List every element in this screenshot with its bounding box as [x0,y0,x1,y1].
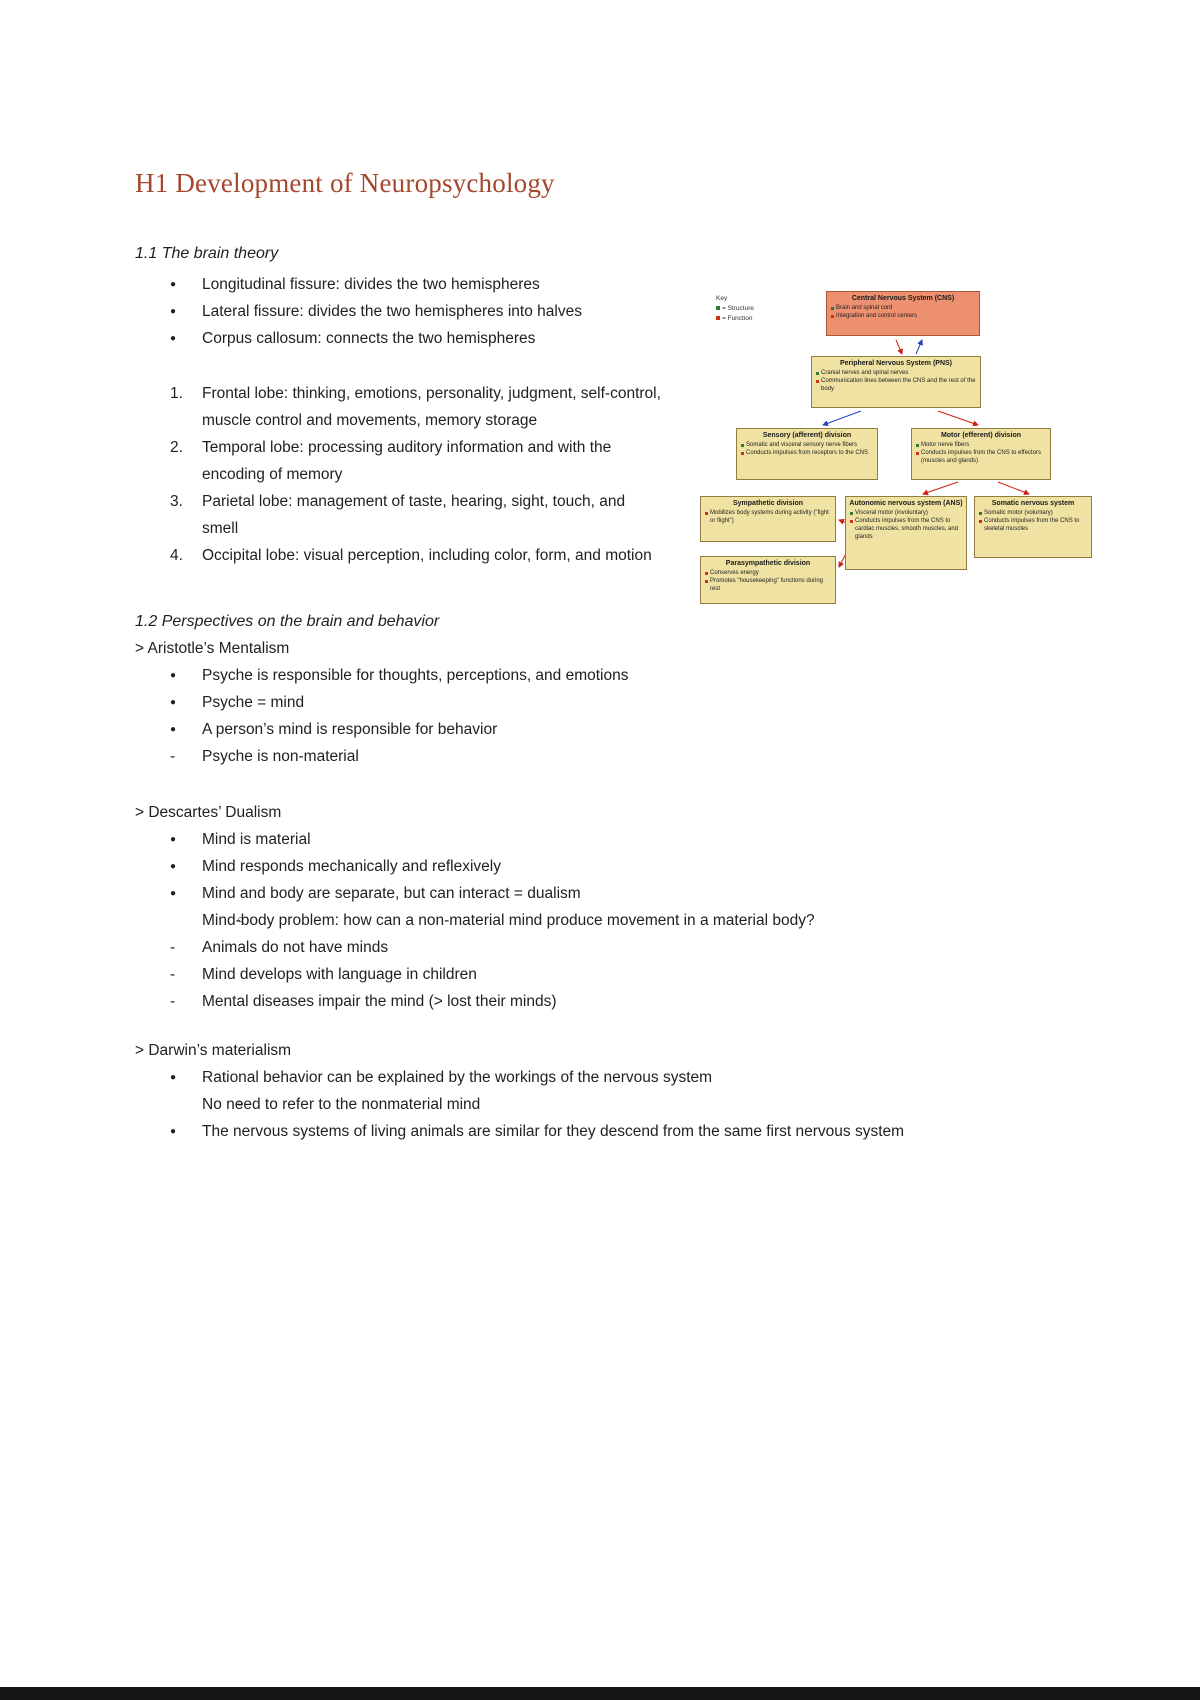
box-title: Parasympathetic division [725,560,811,567]
box-item: Conducts impulses from the CNS to skeletal muscles [978,518,1088,534]
diagram-key [716,294,754,323]
list-item [135,488,665,542]
darwin-heading: > Darwin’s materialism [135,1042,292,1059]
list-item [135,826,1065,853]
function-swatch-icon [716,316,720,320]
list-item-text: Mental diseases impair the mind (> lost their minds) [202,993,557,1010]
box-item: Visceral motor (involuntary) [849,510,963,518]
list-item-text: Temporal lobe: processing auditory information and with the encoding of memory [202,439,612,483]
box-item: Somatic motor (voluntary) [978,510,1088,518]
box-item: Promotes "housekeeping" functions during rest [704,578,832,594]
list-item [135,1118,985,1145]
box-title: Somatic nervous system [991,500,1075,507]
box-item: Motor nerve fibers [915,442,1047,450]
list-item-text: The nervous systems of living animals are similar for they descend from the same first nervous system [202,1123,905,1140]
list-item [135,988,1065,1015]
box-title: Sympathetic division [732,500,804,507]
list-item-text: Rational behavior can be explained by the workings of the nervous system [202,1069,713,1086]
diagram-box-sensory-division [736,428,878,480]
list-item-text: Psyche = mind [202,694,305,711]
box-item: Cranial nerves and spinal nerves [815,370,977,378]
box-item: Somatic and visceral sensory nerve fibers [740,442,874,450]
box-item: Conducts impulses from the CNS to cardiac muscles, smooth muscles, and glands [849,518,963,541]
list-item [135,743,1065,770]
aristotle-list [135,662,1065,770]
page-title: H1 Development of Neuropsychology [135,168,555,198]
list-item-text: Frontal lobe: thinking, emotions, personality, judgment, self-control, muscle control and movements, memory storage [202,385,661,429]
list-item-text: Occipital lobe: visual perception, including color, form, and motion [202,547,652,564]
list-item-text: Psyche is responsible for thoughts, perceptions, and emotions [202,667,629,684]
darwin-list [135,1064,985,1145]
box-title: Sensory (afferent) division [762,432,852,439]
diagram-key-structure: = Structure [716,304,754,314]
nervous-system-diagram [698,286,1100,621]
list-item-text: Mind and body are separate, but can interact = dualism [202,885,581,902]
list-item [135,934,1065,961]
diagram-box-sympathetic-division [700,496,836,542]
diagram-box-cns [826,291,980,336]
list-sub-item [135,907,905,934]
box-title: Central Nervous System (CNS) [851,295,955,302]
list-item-text: Mind-body problem: how can a non-material mind produce movement in a material body? [202,912,815,929]
list-item-text: Mind responds mechanically and reflexively [202,858,501,875]
list-item [135,380,665,434]
list-item [135,325,665,352]
section-1-2-heading: 1.2 Perspectives on the brain and behavior [135,613,440,630]
list-item-text: Mind is material [202,831,311,848]
box-item: Conducts impulses from the CNS to effectors (muscles and glands) [915,450,1047,466]
list-item-text: Longitudinal fissure: divides the two hemispheres [202,276,540,293]
diagram-box-motor-division [911,428,1051,480]
list-item [135,689,1065,716]
diagram-key-function: = Function [716,314,754,324]
descartes-heading: > Descartes’ Dualism [135,804,282,821]
list-item-text: Animals do not have minds [202,939,389,956]
box-item: Communication lines between the CNS and the rest of the body [815,378,977,394]
list-item [135,716,1065,743]
page-bottom-edge [0,1687,1200,1700]
section-1-1-heading: 1.1 The brain theory [135,245,279,262]
list-item-text: Corpus callosum: connects the two hemispheres [202,330,536,347]
list-item [135,961,1065,988]
diagram-box-autonomic-nervous-system [845,496,967,570]
box-title: Autonomic nervous system (ANS) [849,500,963,507]
descartes-list [135,826,1065,1015]
list-sub-item [135,1091,985,1118]
list-item-text: Lateral fissure: divides the two hemispheres into halves [202,303,582,320]
list-item [135,853,1065,880]
box-item: Brain and spinal cord [830,305,976,313]
list-item [135,271,665,298]
box-item: Mobilizes body systems during activity ("fight or flight") [704,510,832,526]
list-item-text: No need to refer to the nonmaterial mind [202,1096,481,1113]
box-item: Integration and control centers [830,313,976,321]
list-item [135,298,665,325]
brain-lobes-numbered-list [135,380,665,569]
list-item-text: Psyche is non-material [202,748,359,765]
structure-swatch-icon [716,306,720,310]
box-item: Conducts impulses from receptors to the CNS [740,450,874,458]
box-title: Motor (efferent) division [940,432,1022,439]
list-item-text: Mind develops with language in children [202,966,477,983]
diagram-box-somatic-nervous-system [974,496,1092,558]
diagram-box-pns [811,356,981,408]
diagram-key-title: Key [716,295,728,302]
box-title: Peripheral Nervous System (PNS) [839,360,953,367]
list-item [135,434,665,488]
brain-theory-bullet-list [135,271,665,352]
list-item [135,662,1065,689]
aristotle-heading: > Aristotle’s Mentalism [135,640,290,657]
list-item [135,1064,985,1091]
list-item [135,880,1065,907]
diagram-box-parasympathetic-division [700,556,836,604]
list-item-text: A person’s mind is responsible for behavior [202,721,498,738]
list-item [135,542,665,569]
box-item: Conserves energy [704,570,832,578]
list-item-text: Parietal lobe: management of taste, hearing, sight, touch, and smell [202,493,626,537]
